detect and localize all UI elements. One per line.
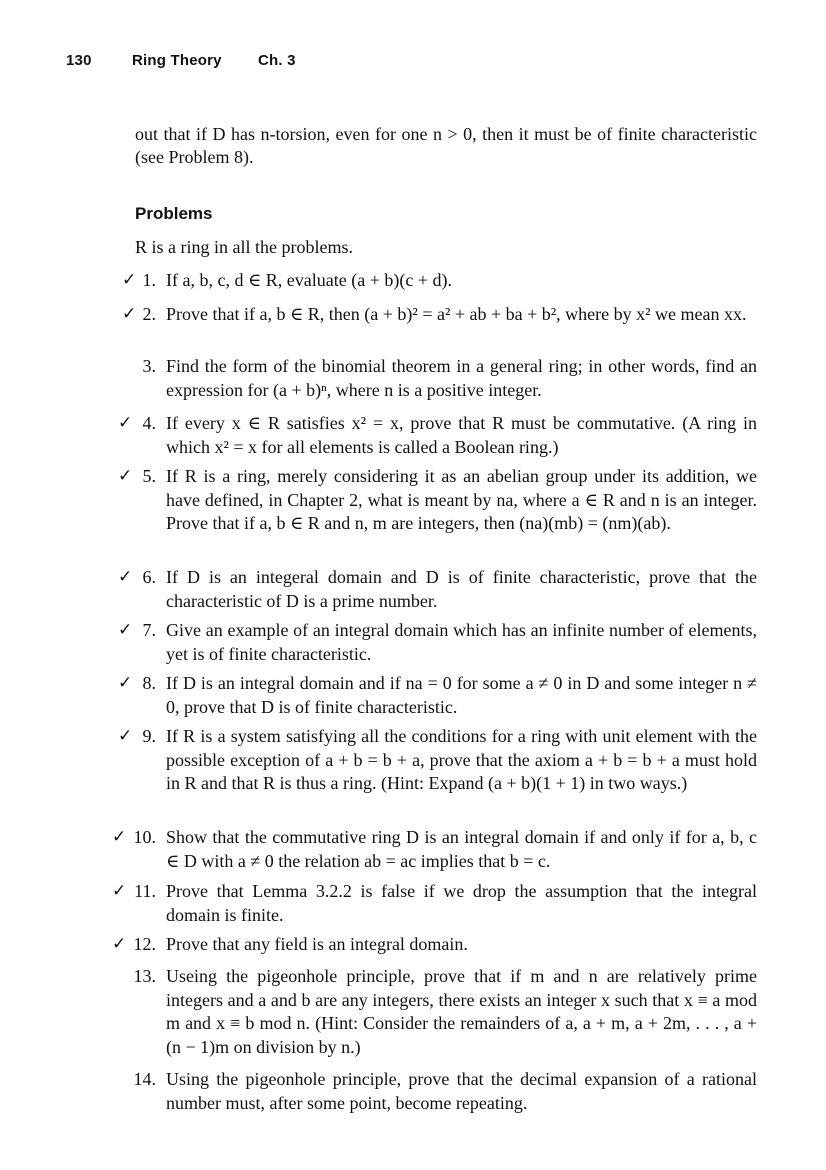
problem-text: Prove that Lemma 3.2.2 is false if we drop the assumption that the integral domain is finite. xyxy=(166,881,757,925)
problem-text: If D is an integeral domain and D is of finite characteristic, prove that the characteristic of D is a prime number. xyxy=(166,567,757,611)
section-title: Problems xyxy=(135,204,213,223)
book-part-title: Ring Theory xyxy=(132,52,222,69)
problem-number: 3. xyxy=(142,356,156,376)
problem-text: If R is a system satisfying all the conditions for a ring with unit element with the possible exception of a + b = b + a, prove that the axiom a + b = b + a must hold in R and that R is thus a ring. (Hint: Expand (a + b)(1 + 1) in two ways.) xyxy=(166,726,757,793)
check-mark-icon: ✓ xyxy=(112,881,127,901)
check-mark-icon: ✓ xyxy=(118,673,133,693)
check-mark-icon: ✓ xyxy=(112,934,127,954)
problem-text: If R is a ring, merely considering it as an abelian group under its addition, we have defined, in Chapter 2, what is meant by na, where a ∈ R and n is an integer. Prove that if a, b ∈ R and n, m are integers, then (na)(mb) = (nm)(ab). xyxy=(166,466,757,533)
intro-paragraph: out that if D has n-torsion, even for one n > 0, then it must be of finite characteristic (see Problem 8). xyxy=(135,124,757,167)
problem-number: 13. xyxy=(133,966,156,986)
check-mark-icon: ✓ xyxy=(118,413,133,433)
chapter-label: Ch. 3 xyxy=(258,52,296,69)
problem-number: 10. xyxy=(133,827,156,847)
problem-number: 7. xyxy=(142,620,156,640)
problems-lead: R is a ring in all the problems. xyxy=(135,237,353,257)
problem-text: If a, b, c, d ∈ R, evaluate (a + b)(c + d). xyxy=(166,270,453,290)
problem-text: Prove that if a, b ∈ R, then (a + b)² = a² + ab + ba + b², where by x² we mean xx. xyxy=(166,304,747,324)
problem-text: If D is an integral domain and if na = 0 for some a ≠ 0 in D and some integer n ≠ 0, prove that D is of finite characteristic. xyxy=(166,673,757,717)
check-mark-icon: ✓ xyxy=(118,726,133,746)
problem-number: 12. xyxy=(133,934,156,954)
problem-number: 4. xyxy=(142,413,156,433)
check-mark-icon: ✓ xyxy=(118,466,133,486)
problem-text: Give an example of an integral domain which has an infinite number of elements, yet is of finite characteristic. xyxy=(166,620,757,664)
problem-number: 9. xyxy=(142,726,156,746)
problem-number: 8. xyxy=(142,673,156,693)
problem-text: Using the pigeonhole principle, prove that the decimal expansion of a rational number must, after some point, become repeating. xyxy=(166,1069,757,1113)
problem-number: 5. xyxy=(142,466,156,486)
check-mark-icon: ✓ xyxy=(122,304,137,324)
problem-number: 2. xyxy=(142,304,156,324)
check-mark-icon: ✓ xyxy=(118,567,133,587)
problem-number: 1. xyxy=(142,270,156,290)
problem-number: 11. xyxy=(134,881,156,901)
check-mark-icon: ✓ xyxy=(118,620,133,640)
problem-text: Find the form of the binomial theorem in a general ring; in other words, find an expression for (a + b)ⁿ, where n is a positive integer. xyxy=(166,356,757,400)
check-mark-icon: ✓ xyxy=(122,270,137,290)
problem-text: If every x ∈ R satisfies x² = x, prove that R must be commutative. (A ring in which x² = x for all elements is called a Boolean ring.) xyxy=(166,413,757,457)
problem-number: 14. xyxy=(133,1069,156,1089)
problem-text: Show that the commutative ring D is an integral domain if and only if for a, b, c ∈ D with a ≠ 0 the relation ab = ac implies that b = c. xyxy=(166,827,757,871)
problem-number: 6. xyxy=(142,567,156,587)
problem-text: Prove that any field is an integral domain. xyxy=(166,934,468,954)
problem-text: Useing the pigeonhole principle, prove that if m and n are relatively prime integers and a and b are any integers, there exists an integer x such that x ≡ a mod m and x ≡ b mod n. (Hint: Consider the remainders of a, a + m, a + 2m, . . . , a + (n − 1)m on division by n.) xyxy=(166,966,757,1057)
check-mark-icon: ✓ xyxy=(112,827,127,847)
page-number: 130 xyxy=(66,52,92,69)
